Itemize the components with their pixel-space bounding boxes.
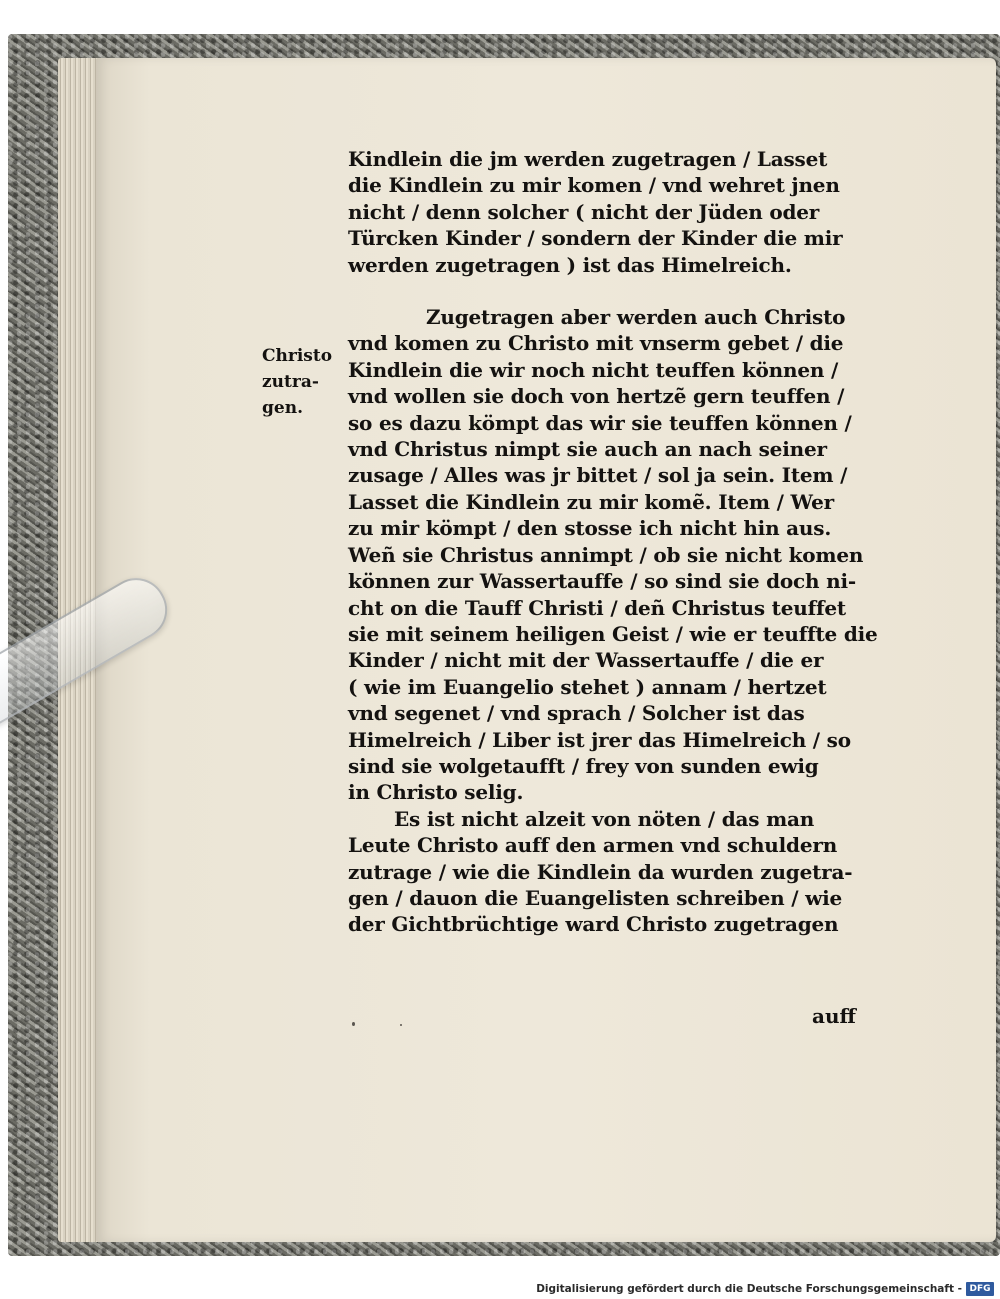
text-line: in Christo selig. <box>348 780 524 805</box>
text-line: Kinder / nicht mit der Wassertauffe / die er <box>348 648 824 673</box>
text-line: Lasset die Kindlein zu mir komẽ. Item / Wer <box>348 489 834 514</box>
text-line: Es ist nicht alzeit von nöten / das man <box>394 806 815 831</box>
paragraph-gap <box>348 278 888 304</box>
text-line: Kindlein die wir noch nicht teuffen können / <box>348 357 839 382</box>
margin-note-line: Christo <box>262 346 333 366</box>
text-line: sind sie wolgetaufft / frey von sunden ewig <box>348 753 819 778</box>
text-line: vnd segenet / vnd sprach / Solcher ist das <box>348 701 805 726</box>
text-line: nicht / denn solcher ( nicht der Jüden oder <box>348 199 820 224</box>
text-line: können zur Wassertauffe / so sind sie doch ni- <box>348 569 856 594</box>
margin-note-line: gen. <box>262 398 303 418</box>
text-line: Kindlein die jm werden zugetragen / Lasset <box>348 147 828 171</box>
text-line: der Gichtbrüchtige ward Christo zugetragen <box>348 912 839 937</box>
text-line: so es dazu kömpt das wir sie teuffen können / <box>348 410 852 435</box>
text-line: Türcken Kinder / sondern der Kinder die mir <box>348 226 843 251</box>
ink-speck <box>400 1024 402 1026</box>
text-line: zusage / Alles was jr bittet / sol ja sein. Item / <box>348 463 848 488</box>
margin-note-line: zutra- <box>262 372 319 392</box>
text-line: vnd wollen sie doch von hertzẽ gern teuffen / <box>348 384 845 409</box>
catchword: auff <box>812 1004 856 1028</box>
text-line: vnd komen zu Christo mit vnserm gebet / die <box>348 331 844 356</box>
margin-note <box>262 343 352 421</box>
text-line: Leute Christo auff den armen vnd schuldern <box>348 833 838 858</box>
text-line: sie mit seinem heiligen Geist / wie er teuffte die <box>348 621 878 646</box>
funding-credit: Digitalisierung gefördert durch die Deutsche Forschungsgemeinschaft - <box>536 1283 962 1295</box>
text-line: Himelreich / Liber ist jrer das Himelreich / so <box>348 727 851 752</box>
text-line: die Kindlein zu mir komen / vnd wehret jnen <box>348 173 840 198</box>
text-line: vnd Christus nimpt sie auch an nach seiner <box>348 437 827 462</box>
dfg-logo: DFG <box>966 1282 994 1296</box>
text-line: Zugetragen aber werden auch Christo <box>426 305 846 330</box>
text-line: cht on die Tauff Christi / deñ Christus teuffet <box>348 595 846 620</box>
ink-speck <box>352 1022 355 1026</box>
text-line: werden zugetragen ) ist das Himelreich. <box>348 252 792 277</box>
text-line: zutrage / wie die Kindlein da wurden zugetra- <box>348 859 853 884</box>
main-text <box>348 146 888 938</box>
text-line: ( wie im Euangelio stehet ) annam / hertzet <box>348 674 827 699</box>
text-line: gen / dauon die Euangelisten schreiben / wie <box>348 885 843 910</box>
text-line: Weñ sie Christus annimpt / ob sie nicht komen <box>348 542 864 567</box>
text-line: zu mir kömpt / den stosse ich nicht hin aus. <box>348 516 832 541</box>
footer-bar <box>0 1280 1000 1299</box>
